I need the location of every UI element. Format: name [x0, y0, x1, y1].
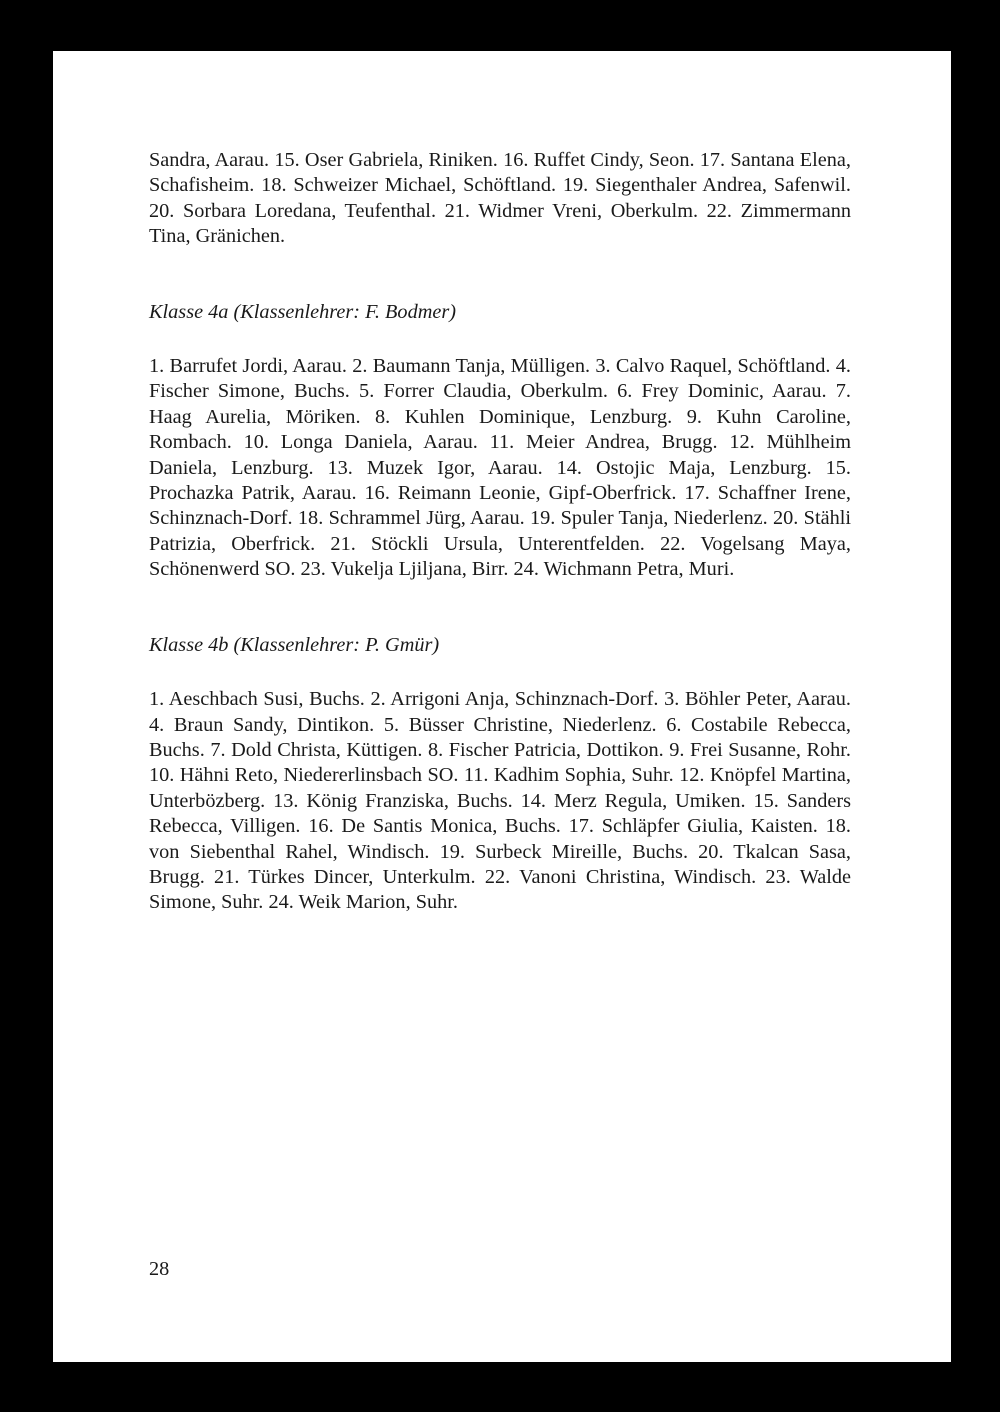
page-content — [149, 148, 851, 916]
page-number: 28 — [149, 1258, 170, 1280]
intro-paragraph: Sandra, Aarau. 15. Oser Gabriela, Riniken. 16. Ruffet Cindy, Seon. 17. Santana Elena, Schafisheim. 18. Schweizer Michael, Schöftland. 19. Siegenthaler Andrea, Safenwil. 20. Sorbara Loredana, Teufenthal. 21. Widmer Vreni, Oberkulm. 22. Zimmermann Tina, Gränichen. — [149, 149, 851, 248]
student-list-klasse-4a: 1. Barrufet Jordi, Aarau. 2. Baumann Tanja, Mülligen. 3. Calvo Raquel, Schöftland. 4. Fischer Simone, Buchs. 5. Forrer Claudia, Oberkulm. 6. Frey Dominic, Aarau. 7. Haag Aurelia, Möriken. 8. Kuhlen Dominique, Lenzburg. 9. Kuhn Caroline, Rombach. 10. Longa Daniela, Aarau. 11. Meier Andrea, Brugg. 12. Mühlheim Daniela, Lenzburg. 13. Muzek Igor, Aarau. 14. Ostojic Maja, Lenzburg. 15. Prochazka Patrik, Aarau. 16. Reimann Leonie, Gipf-Oberfrick. 17. Schaffner Irene, Schinznach-Dorf. 18. Schrammel Jürg, Aarau. 19. Spuler Tanja, Niederlenz. 20. Stähli Patrizia, Oberfrick. 21. Stöckli Ursula, Unterentfelden. 22. Vogelsang Maya, Schönenwerd SO. 23. Vukelja Ljiljana, Birr. 24. Wichmann Petra, Muri. — [149, 355, 851, 581]
student-list-klasse-4b: 1. Aeschbach Susi, Buchs. 2. Arrigoni Anja, Schinznach-Dorf. 3. Böhler Peter, Aarau. 4. Braun Sandy, Dintikon. 5. Büsser Christine, Niederlenz. 6. Costabile Rebecca, Buchs. 7. Dold Christa, Küttigen. 8. Fischer Patricia, Dottikon. 9. Frei Susanne, Rohr. 10. Hähni Reto, Niedererlinsbach SO. 11. Kadhim Sophia, Suhr. 12. Knöpfel Martina, Unterbözberg. 13. König Franziska, Buchs. 14. Merz Regula, Umiken. 15. Sanders Rebecca, Villigen. 16. De Santis Monica, Buchs. 17. Schläpfer Giulia, Kaisten. 18. von Siebenthal Rahel, Windisch. 19. Surbeck Mireille, Buchs. 20. Tkalcan Sasa, Brugg. 21. Türkes Dincer, Unterkulm. 22. Vanoni Christina, Windisch. 23. Walde Simone, Suhr. 24. Weik Marion, Suhr. — [149, 688, 851, 914]
document-page — [53, 51, 951, 1362]
section-heading-klasse-4a: Klasse 4a (Klassenlehrer: F. Bodmer) — [149, 300, 457, 323]
section-heading-klasse-4b: Klasse 4b (Klassenlehrer: P. Gmür) — [149, 633, 440, 656]
